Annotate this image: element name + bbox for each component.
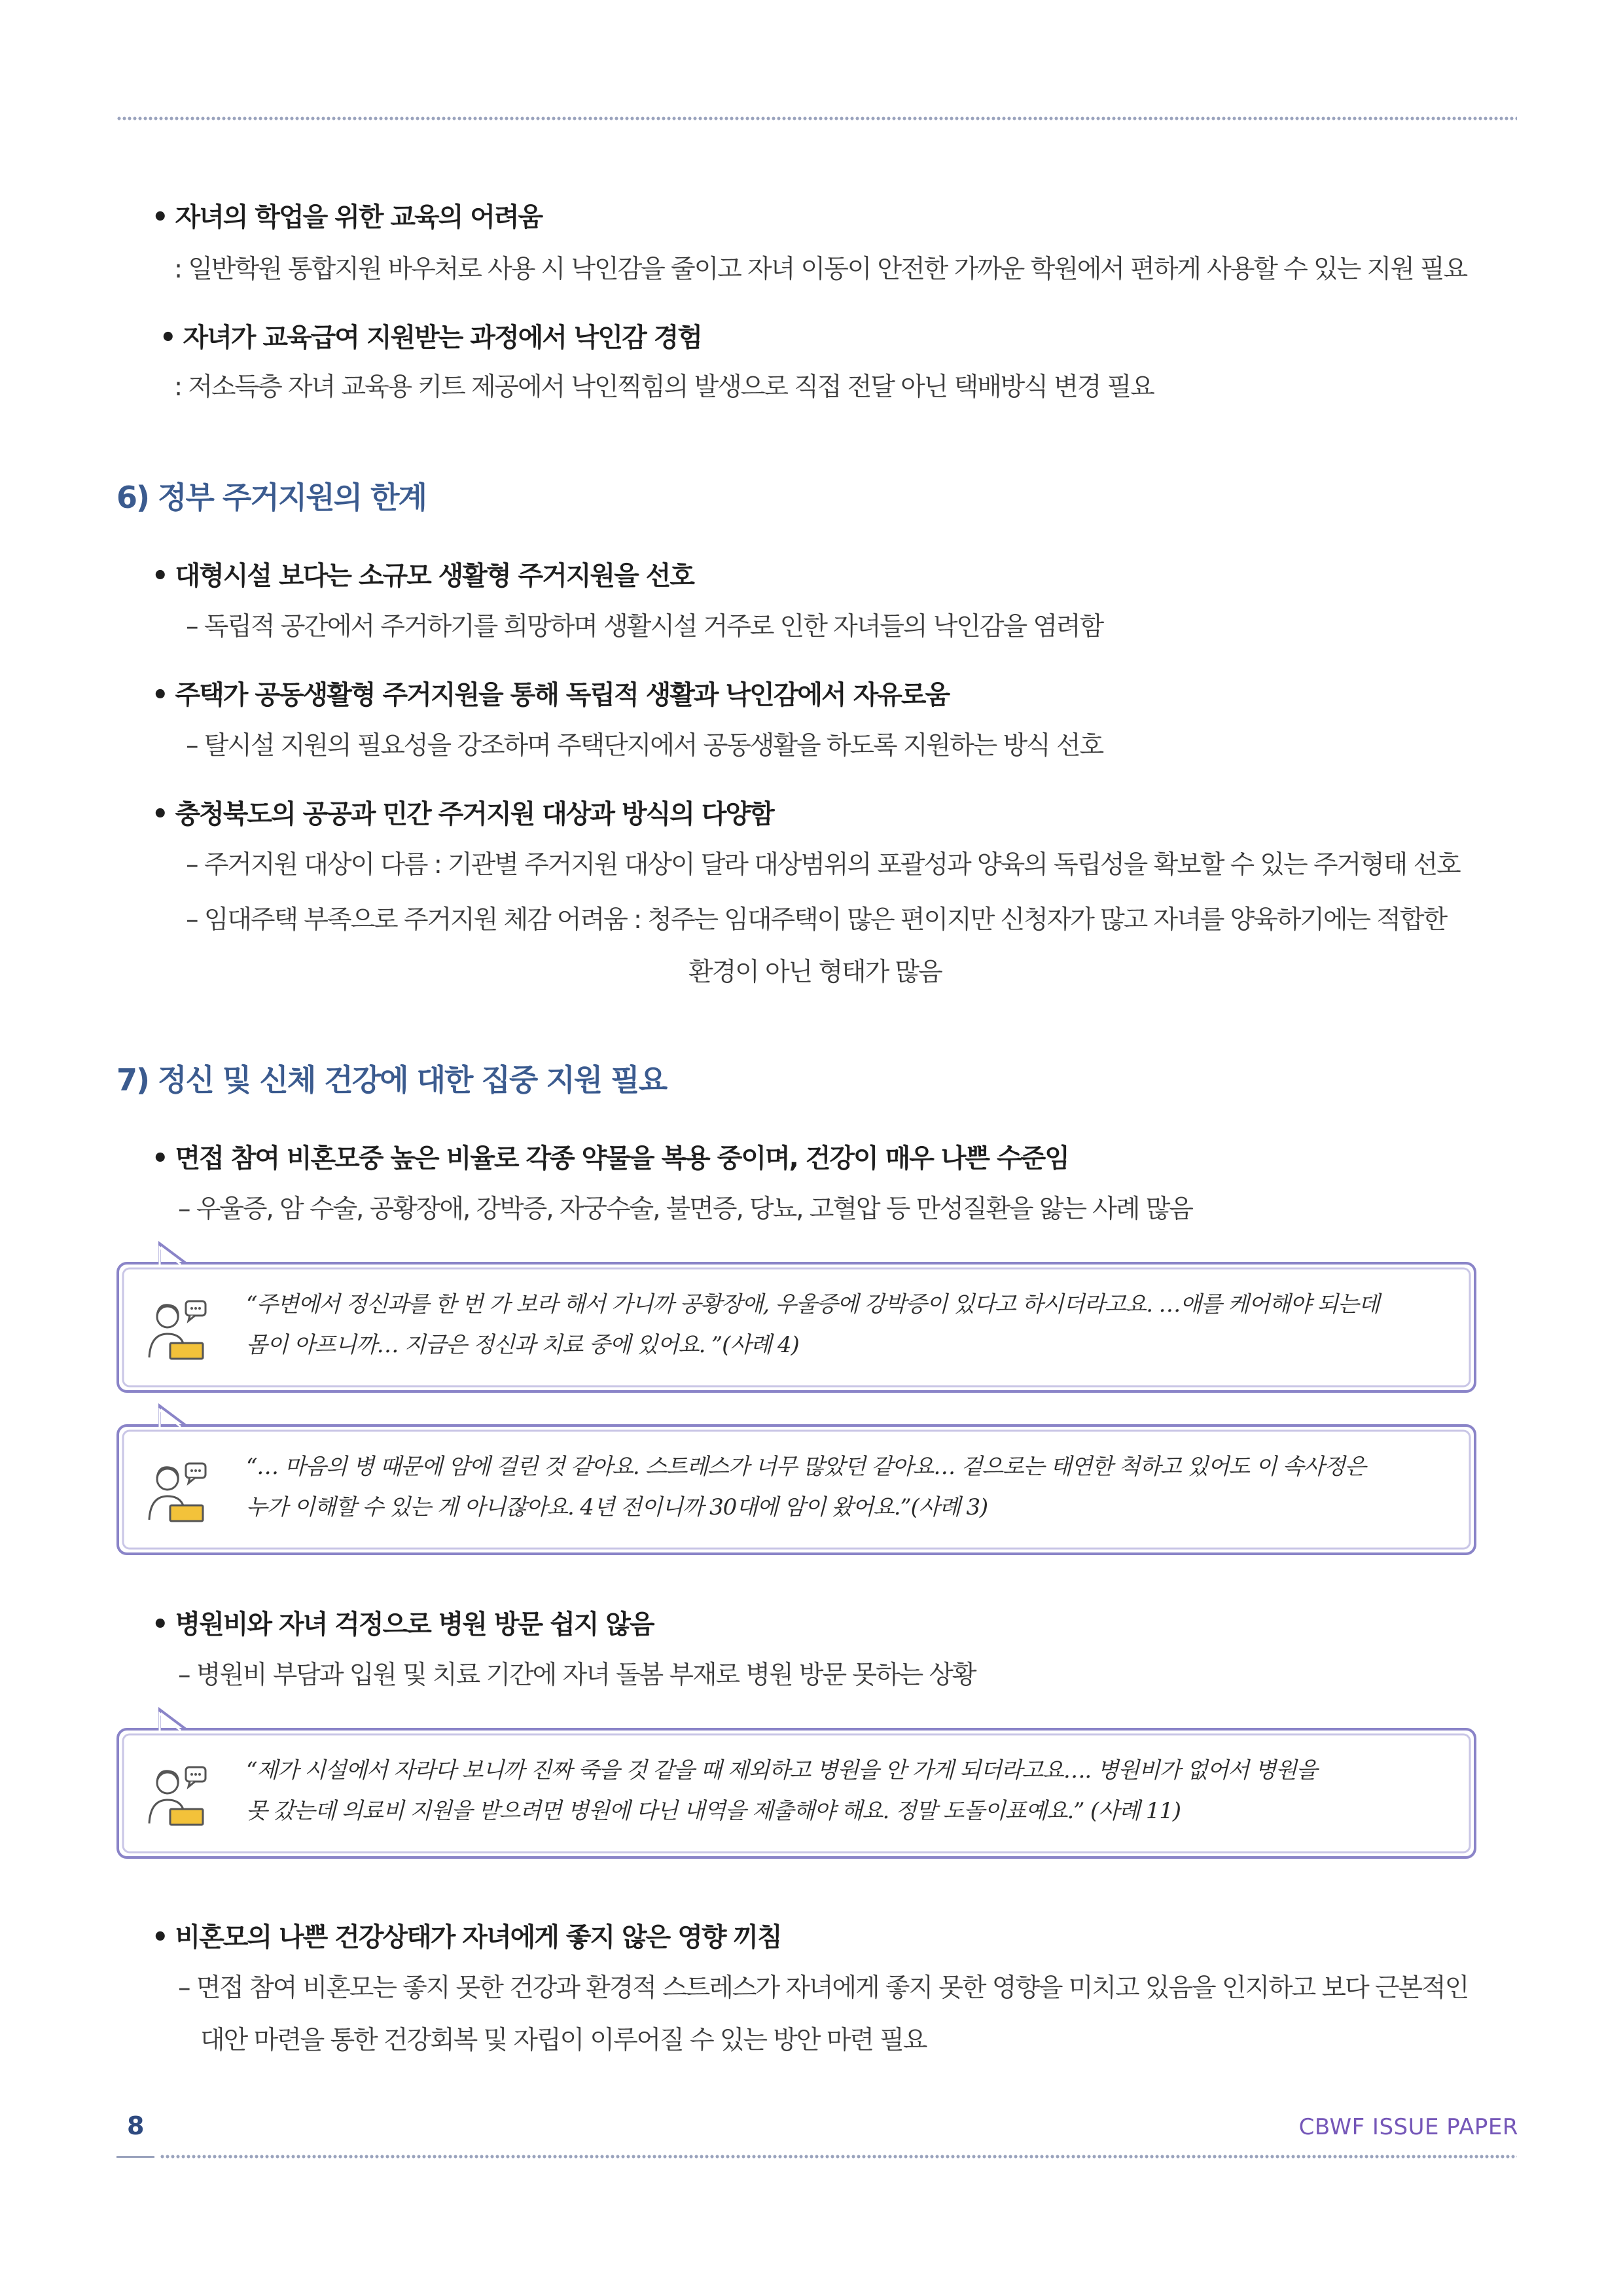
quote-box-2 — [115, 1403, 1478, 1556]
section-6-line-5: 환경이 아닌 형태가 많음 — [688, 958, 942, 987]
quote-2-line-2: 누가 이해할 수 있는 게 아니잖아요. 4년 전이니까 30대에 암이 왔어요.”(사례 3) — [246, 1494, 988, 1520]
page-number-underline — [116, 2156, 154, 2158]
section-6-line-2: – 탈시설 지원의 필요성을 강조하며 주택단지에서 공동생활을 하도록 지원하는 방식 선호 — [186, 731, 1103, 761]
section-7-bullet-2: • 병원비와 자녀 걱정으로 병원 방문 쉽지 않음 — [152, 1609, 654, 1640]
quote-2-line-1: “… 마음의 병 때문에 암에 걸린 것 같아요. 스트레스가 너무 많았던 같아요… 겉으로는 태연한 척하고 있어도 이 속사정은 — [246, 1454, 1366, 1480]
intro-bullet-2: • 자녀가 교육급여 지원받는 과정에서 낙인감 경험 — [160, 323, 702, 353]
section-7-heading: 7) 정신 및 신체 건강에 대한 집중 지원 필요 — [116, 1062, 667, 1098]
section-7-line-2: – 병원비 부담과 입원 및 치료 기간에 자녀 돌봄 부재로 병원 방문 못하는 상황 — [178, 1660, 976, 1690]
section-7-bullet-3: • 비혼모의 나쁜 건강상태가 자녀에게 좋지 않은 영향 끼침 — [152, 1922, 781, 1952]
intro-bullet-1: • 자녀의 학업을 위한 교육의 어려움 — [152, 202, 543, 232]
section-6-line-3: – 주거지원 대상이 다름 : 기관별 주거지원 대상이 달라 대상범위의 포괄성과 양육의 독립성을 확보할 수 있는 주거형태 선호 — [186, 850, 1460, 880]
section-6-line-4: – 임대주택 부족으로 주거지원 체감 어려움 : 청주는 임대주택이 많은 편이지만 신청자가 많고 자녀를 양육하기에는 적합한 — [186, 905, 1447, 935]
quote-3-line-2: 못 갔는데 의료비 지원을 받으려면 병원에 다닌 내역을 제출해야 해요. 정말 도돌이표예요.” (사례 11) — [246, 1798, 1181, 1824]
page-number: 8 — [127, 2111, 145, 2140]
section-6-line-1: – 독립적 공간에서 주거하기를 희망하며 생활시설 거주로 인한 자녀들의 낙인감을 염려함 — [186, 612, 1103, 641]
intro-desc-1: : 일반학원 통합지원 바우처로 사용 시 낙인감을 줄이고 자녀 이동이 안전한 가까운 학원에서 편하게 사용할 수 있는 지원 필요 — [174, 255, 1467, 284]
quote-1-line-2: 몸이 아프니까… 지금은 정신과 치료 중에 있어요. ”(사례 4) — [246, 1332, 799, 1358]
section-7-line-1: – 우울증, 암 수술, 공황장애, 강박증, 자궁수술, 불면증, 당뇨, 고혈압 등 만성질환을 앓는 사례 많음 — [178, 1194, 1192, 1224]
footer-dotted-rule — [160, 2152, 1517, 2161]
section-7-line-3: – 면접 참여 비혼모는 좋지 못한 건강과 환경적 스트레스가 자녀에게 좋지 못한 영향을 미치고 있음을 인지하고 보다 근본적인 — [178, 1973, 1469, 2003]
section-6-heading: 6) 정부 주거지원의 한계 — [116, 480, 426, 515]
quote-box-1 — [115, 1241, 1478, 1394]
section-7-line-4: 대안 마련을 통한 건강회복 및 자립이 이루어질 수 있는 방안 마련 필요 — [200, 2026, 927, 2055]
section-6-bullet-3: • 충청북도의 공공과 민간 주거지원 대상과 방식의 다양함 — [152, 799, 774, 829]
header-dotted-rule — [116, 114, 1517, 123]
section-6-bullet-1: • 대형시설 보다는 소규모 생활형 주거지원을 선호 — [152, 561, 694, 591]
quote-1-line-1: “주변에서 정신과를 한 번 가 보라 해서 가니까 공황장애, 우울증에 강박증이 있다고 하시더라고요. …애를 케어해야 되는데 — [246, 1291, 1380, 1318]
interviewee-laptop-icon — [144, 1297, 212, 1365]
interviewee-laptop-icon — [144, 1460, 212, 1528]
section-6-bullet-2: • 주택가 공동생활형 주거지원을 통해 독립적 생활과 낙인감에서 자유로움 — [152, 680, 950, 710]
intro-desc-2: : 저소득층 자녀 교육용 키트 제공에서 낙인찍힘의 발생으로 직접 전달 아닌 택배방식 변경 필요 — [174, 372, 1154, 402]
quote-box-3 — [115, 1707, 1478, 1860]
footer-brand: CBWF ISSUE PAPER — [1298, 2114, 1518, 2140]
interviewee-laptop-icon — [144, 1763, 212, 1831]
section-7-bullet-1: • 면접 참여 비혼모중 높은 비율로 각종 약물을 복용 중이며, 건강이 매우 나쁜 수준임 — [152, 1143, 1069, 1174]
quote-3-line-1: “제가 시설에서 자라다 보니까 진짜 죽을 것 같을 때 제외하고 병원을 안 가게 되더라고요…. 병원비가 없어서 병원을 — [246, 1757, 1317, 1784]
